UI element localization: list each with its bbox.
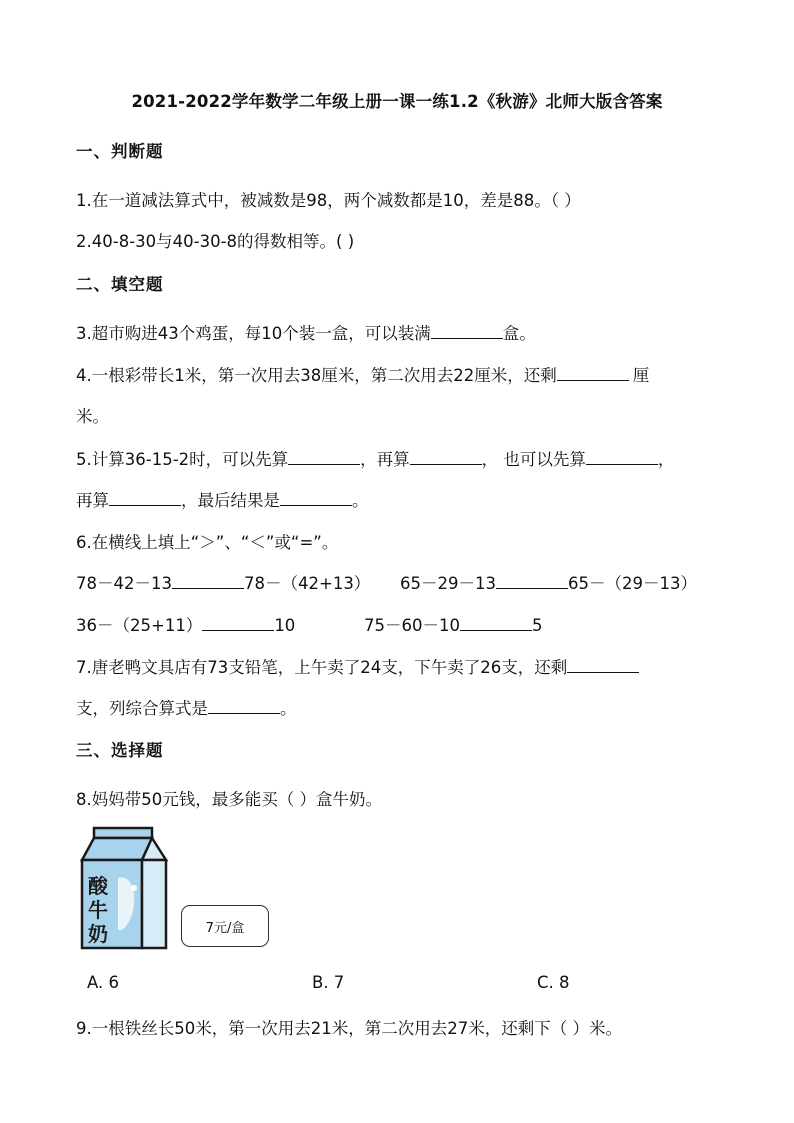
question-3 <box>76 320 536 344</box>
answer-blank[interactable] <box>557 366 629 381</box>
question-5-text: ，再算 <box>360 450 410 469</box>
answer-blank[interactable] <box>208 699 280 714</box>
question-7 <box>76 654 639 678</box>
question-6-row-2-right <box>364 612 543 636</box>
answer-blank[interactable] <box>410 450 482 465</box>
section-heading-choice: 三、选择题 <box>76 741 164 760</box>
expression: 5 <box>532 616 543 635</box>
question-7-cont <box>76 695 297 719</box>
answer-blank[interactable] <box>460 616 532 631</box>
question-6: 6.在横线上填上“＞”、“＜”或“=”。 <box>76 533 339 552</box>
question-7-text: 7.唐老鸭文具店有73支铅笔，上午卖了24支，下午卖了26支，还剩 <box>76 658 568 677</box>
question-2: 2.40-8-30与40-30-8的得数相等。( ) <box>76 232 355 251</box>
price-tag: 7元/盒 <box>181 905 269 947</box>
question-5-text: ， <box>657 450 675 469</box>
section-heading-judgement: 一、判断题 <box>76 142 164 161</box>
question-5-cont <box>76 487 369 511</box>
section-heading-fill: 二、填空题 <box>76 275 164 294</box>
answer-blank[interactable] <box>567 658 639 673</box>
answer-blank[interactable] <box>288 450 360 465</box>
expression: 78－42－13 <box>76 574 172 593</box>
question-7-text: 支，列综合算式是 <box>76 699 208 718</box>
answer-blank[interactable] <box>109 491 181 506</box>
question-5-text: 5.计算36-15-2时，可以先算 <box>76 450 289 469</box>
question-5 <box>76 446 674 470</box>
expression: 78－（42+13） <box>244 574 371 593</box>
option-c[interactable]: C. 8 <box>537 973 570 992</box>
page-title: 2021-2022学年数学二年级上册一课一练1.2《秋游》北师大版含答案 <box>131 92 663 111</box>
question-5-text: 。 <box>352 491 369 510</box>
option-a[interactable]: A. 6 <box>87 973 119 992</box>
question-1: 1.在一道减法算式中，被减数是98，两个减数都是10，差是88。（ ） <box>76 191 581 210</box>
question-6-row-1-right <box>400 570 697 594</box>
carton-label: 酸牛奶 <box>88 874 108 946</box>
question-3-text: 3.超市购进43个鸡蛋，每10个装一盒，可以装满 <box>76 324 431 343</box>
answer-blank[interactable] <box>431 324 503 339</box>
answer-blank[interactable] <box>586 450 658 465</box>
expression: 65－（29－13） <box>568 574 697 593</box>
expression: 75－60－10 <box>364 616 460 635</box>
question-5-text: ， 也可以先算 <box>481 450 586 469</box>
question-4-cont: 米。 <box>76 407 109 426</box>
question-9: 9.一根铁丝长50米，第一次用去21米，第二次用去27米，还剩下（ ）米。 <box>76 1019 622 1038</box>
question-4-unit: 厘 <box>632 366 650 385</box>
expression: 65－29－13 <box>400 574 496 593</box>
expression: 36－（25+11） <box>76 616 203 635</box>
expression: 10 <box>274 616 296 635</box>
milk-carton-icon <box>78 826 170 956</box>
question-6-row-2 <box>76 612 295 636</box>
question-4 <box>76 362 649 386</box>
question-5-text: 再算 <box>76 491 109 510</box>
question-3-unit: 盒。 <box>502 324 536 343</box>
question-8: 8.妈妈带50元钱，最多能买（ ）盒牛奶。 <box>76 790 382 809</box>
question-4-text: 4.一根彩带长1米，第一次用去38厘米，第二次用去22厘米，还剩 <box>76 366 557 385</box>
question-6-row-1 <box>76 570 370 594</box>
answer-blank[interactable] <box>496 574 568 589</box>
question-7-text: 。 <box>280 699 297 718</box>
question-5-text: ，最后结果是 <box>181 491 280 510</box>
answer-blank[interactable] <box>172 574 244 589</box>
answer-blank[interactable] <box>280 491 352 506</box>
option-b[interactable]: B. 7 <box>312 973 345 992</box>
answer-blank[interactable] <box>202 616 274 631</box>
